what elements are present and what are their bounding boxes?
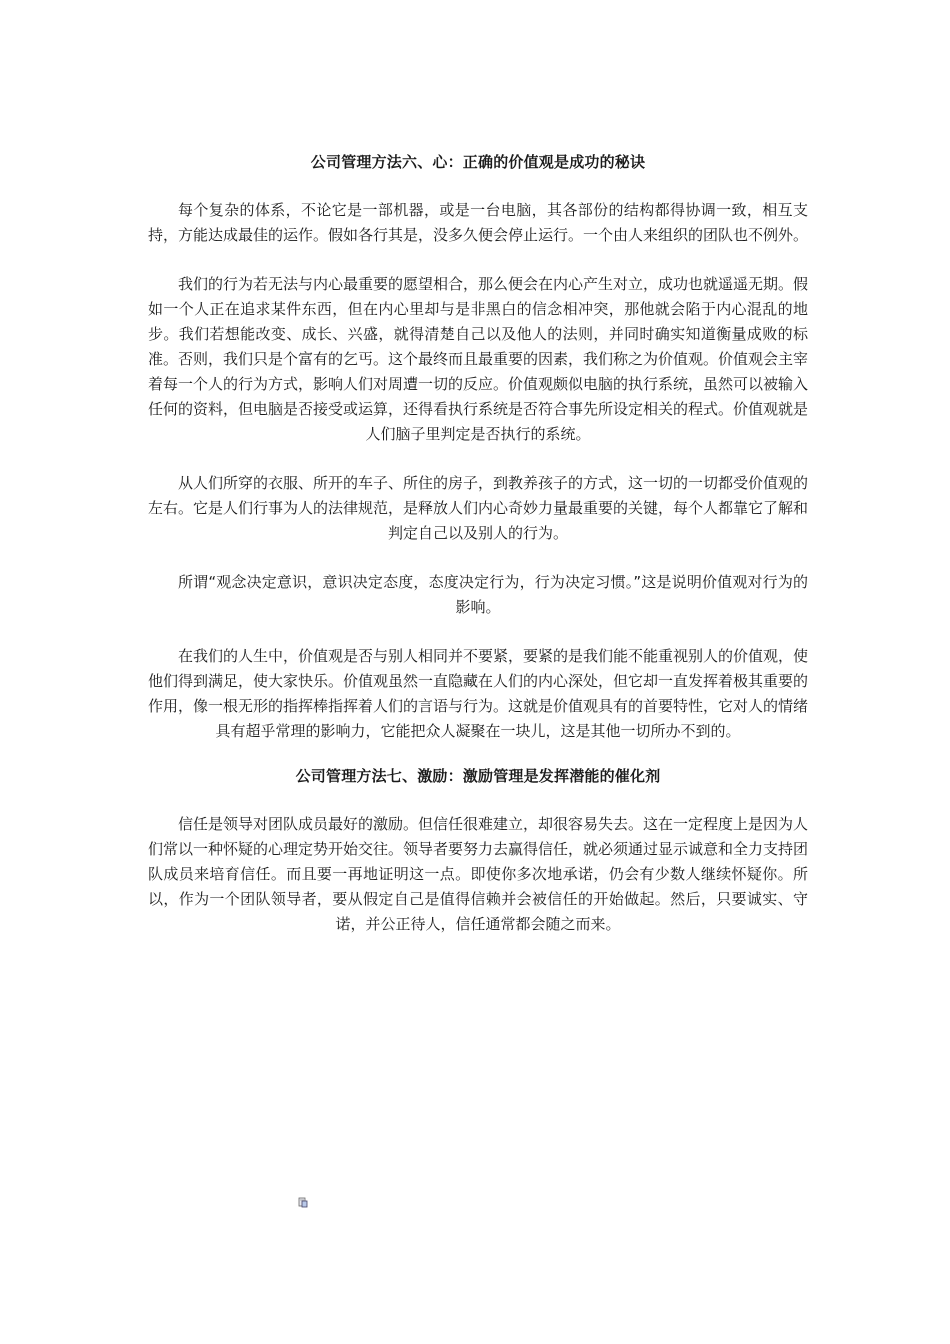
paragraph: 从人们所穿的衣服、所开的车子、所住的房子，到教养孩子的方式，这一切的一切都受价值观的左右。它是人们行事为人的法律规范，是释放人们内心奇妙力量最重要的关键，每个人都靠它了解和判定自己以及别人的行为。 (148, 474, 809, 542)
paragraph: 每个复杂的体系，不论它是一部机器，或是一台电脑，其各部份的结构都得协调一致，相互支持，方能达成最佳的运作。假如各行其是，没多久便会停止运行。一个由人来组织的团队也不例外。 (148, 201, 809, 244)
section-heading-7: 公司管理方法七、激励：激励管理是发挥潜能的催化剂 (295, 767, 661, 785)
paragraph: 我们的行为若无法与内心最重要的愿望相合，那么便会在内心产生对立，成功也就遥遥无期。假如一个人正在追求某件东西，但在内心里却与是非黑白的信念相冲突，那他就会陷于内心混乱的地步。我们若想能改变、成长、兴盛，就得清楚自己以及他人的法则，并同时确实知道衡量成败的标准。否则，我们只是个富有的乞丐。这个最终而且最重要的因素，我们称之为价值观。价值观会主宰着每一个人的行为方式，影响人们对周遭一切的反应。价值观颇似电脑的执行系统，虽然可以被输入任何的资料，但电脑是否接受或运算，还得看执行系统是否符合事先所设定相关的程式。价值观就是人们脑子里判定是否执行的系统。 (148, 275, 809, 443)
paragraph: 在我们的人生中，价值观是否与别人相同并不要紧，要紧的是我们能不能重视别人的价值观，使他们得到满足，使大家快乐。价值观虽然一直隐藏在人们的内心深处，但它却一直发挥着极其重要的作用，像一根无形的指挥棒指挥着人们的言语与行为。这就是价值观具有的首要特性，它对人的情绪具有超乎常理的影响力，它能把众人凝聚在一块儿，这是其他一切所办不到的。 (148, 647, 809, 740)
paragraph: 信任是领导对团队成员最好的激励。但信任很难建立，却很容易失去。这在一定程度上是因为人们常以一种怀疑的心理定势开始交往。领导者要努力去赢得信任，就必须通过显示诚意和全力支持团队成员来培育信任。而且要一再地证明这一点。即使你多次地承诺，仍会有少数人继续怀疑你。所以，作为一个团队领导者，要从假定自己是值得信赖并会被信任的开始做起。然后，只要诚实、守诺，并公正待人，信任通常都会随之而来。 (148, 815, 809, 933)
section-heading-6: 公司管理方法六、心：正确的价值观是成功的秘诀 (310, 153, 646, 171)
document-body (148, 150, 808, 937)
document-icon (298, 1193, 308, 1204)
paragraph: 所谓“观念决定意识，意识决定态度，态度决定行为，行为决定习惯。”这是说明价值观对行为的影响。 (178, 573, 808, 616)
